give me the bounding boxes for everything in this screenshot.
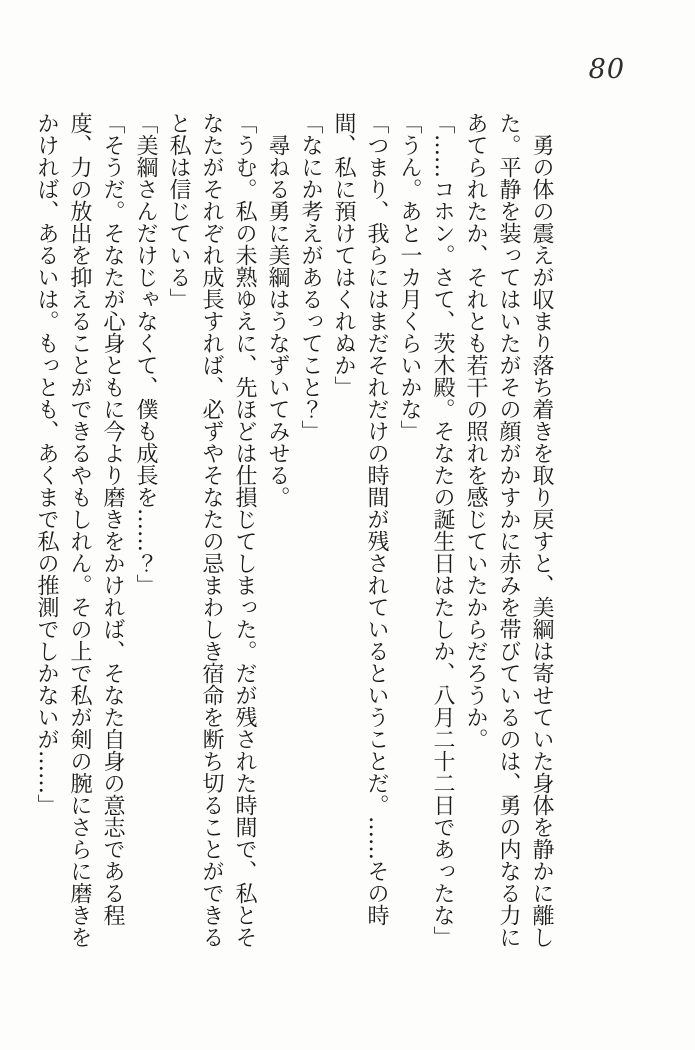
paragraph: 「……コホン。さて、茨木殿。そなたの誕生日はたしか、八月二十二日であったな」 [430,112,455,948]
paragraph: 「そうだ。そなたが心身ともに今より磨きをかければ、そなた自身の意志である程度、力の放出を抑えることができるやもしれん。その上で私が剣の腕にさらに磨きをかければ、あるいは。もっとも、あくまで私の推測でしかないが……」 [34,112,125,948]
text-columns [30,112,558,957]
paragraph: 勇の体の震えが収まり落ち着きを取り戻すと、美綱は寄せていた身体を静かに離した。平静を装ってはいたがその顔がかすかに赤みを帯びているのは、勇の内なる力にあてられたか、それとも若干の照れを感じていたからだろうか。 [463,112,554,948]
paragraph: 「美綱さんだけじゃなくて、僕も成長を……？」 [133,112,158,596]
paragraph: 尋ねる勇に美綱はうなずいてみせる。 [265,134,290,508]
page-number: 80 [588,54,625,85]
paragraph: 「つまり、我らにはまだそれだけの時間が残されているということだ。……その時間、私に預けてはくれぬか」 [331,112,389,926]
paragraph: 「なにか考えがあるってこと？」 [298,112,323,442]
paragraph: 「うむ。私の未熟ゆえに、先ほどは仕損じてしまった。だが残された時間で、私とそなたがそれぞれ成長すれば、必ずやそなたの忌まわしき宿命を断ち切ることができると私は信じている」 [166,112,257,948]
paragraph: 「うん。あと一カ月くらいかな」 [397,112,422,442]
